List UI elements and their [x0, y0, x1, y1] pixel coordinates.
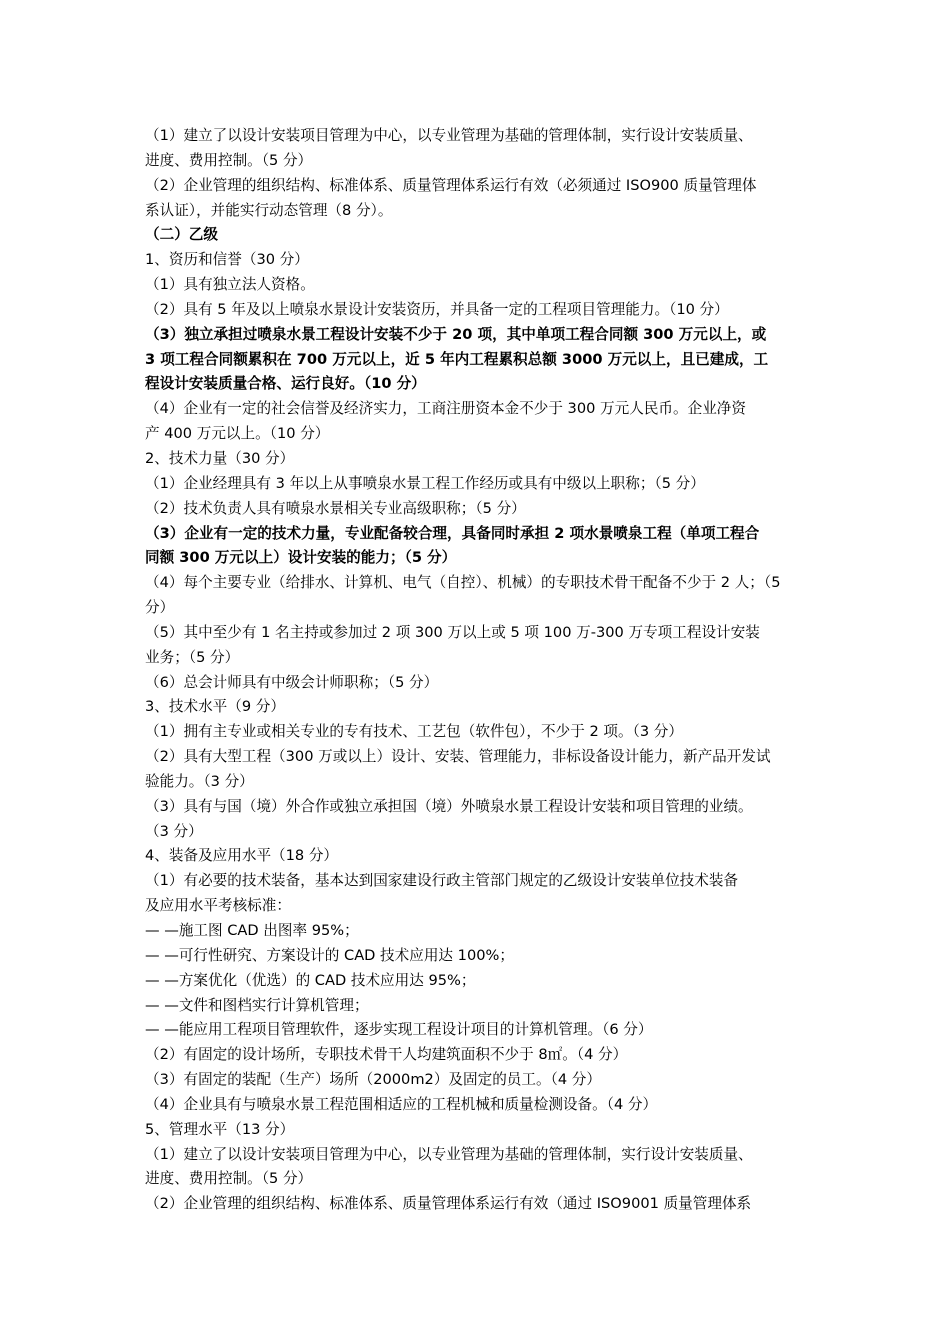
- text-line: （2）企业管理的组织结构、标准体系、质量管理体系运行有效（必须通过 ISO900 质量管理体: [145, 176, 757, 194]
- text-line: 系认证），并能实行动态管理（8 分）。: [145, 201, 393, 219]
- text-line: （1）企业经理具有 3 年以上从事喷泉水景工程工作经历或具有中级以上职称；（5 分）: [145, 474, 705, 492]
- text-line: （1）建立了以设计安装项目管理为中心，以专业管理为基础的管理体制，实行设计安装质量、: [145, 1145, 753, 1163]
- text-line: 程设计安装质量合格、运行良好。（10 分）: [145, 375, 426, 393]
- text-line: 及应用水平考核标准：: [145, 897, 291, 915]
- text-line: （5）其中至少有 1 名主持或参加过 2 项 300 万以上或 5 项 100 万-300 万专项工程设计安装: [145, 623, 760, 641]
- text-line: — —文件和图档实行计算机管理；: [145, 996, 369, 1014]
- text-line: 进度、费用控制。（5 分）: [145, 1170, 313, 1188]
- text-line: （4）企业具有与喷泉水景工程范围相适应的工程机械和质量检测设备。（4 分）: [145, 1095, 658, 1113]
- text-line: — —施工图 CAD 出图率 95%；: [145, 922, 359, 939]
- text-line: （2）企业管理的组织结构、标准体系、质量管理体系运行有效（通过 ISO9001 质量管理体系: [145, 1195, 752, 1213]
- text-line: 进度、费用控制。（5 分）: [145, 151, 313, 169]
- text-line: 业务；（5 分）: [145, 648, 240, 666]
- text-line: 同额 300 万元以上）设计安装的能力；（5 分）: [145, 549, 457, 567]
- text-line: （1）建立了以设计安装项目管理为中心，以专业管理为基础的管理体制，实行设计安装质量、: [145, 127, 753, 144]
- text-line: （6）总会计师具有中级会计师职称；（5 分）: [145, 673, 439, 691]
- text-line: （4）企业有一定的社会信誉及经济实力，工商注册资本金不少于 300 万元人民币。企业净资: [145, 400, 746, 418]
- text-line: 验能力。（3 分）: [145, 772, 254, 790]
- text-line: 1、资历和信誉（30 分）: [145, 251, 309, 269]
- text-line: 3 项工程合同额累积在 700 万元以上，近 5 年内工程累积总额 3000 万元以上，且已建成，工: [145, 350, 769, 368]
- text-line: — —可行性研究、方案设计的 CAD 技术应用达 100%；: [145, 946, 514, 964]
- text-line: — —能应用工程项目管理软件，逐步实现工程设计项目的计算机管理。（6 分）: [145, 1021, 653, 1039]
- text-line: （二）乙级: [145, 226, 218, 244]
- text-line: 分）: [145, 599, 175, 617]
- text-line: （3）企业有一定的技术力量，专业配备较合理，具备同时承担 2 项水景喷泉工程（单项工程合: [145, 524, 760, 542]
- text-line: （2）具有大型工程（300 万或以上）设计、安装、管理能力，非标设备设计能力，新产品开发试: [145, 748, 771, 766]
- text-line: （3）有固定的装配（生产）场所（2000m2）及固定的员工。（4 分）: [145, 1071, 601, 1089]
- text-line: （4）每个主要专业（给排水、计算机、电气（自控）、机械）的专职技术骨干配备不少于 2 人；（5: [145, 574, 781, 592]
- text-line: （3 分）: [145, 822, 203, 840]
- text-line: （1）有必要的技术装备，基本达到国家建设行政主管部门规定的乙级设计安装单位技术装备: [145, 872, 739, 890]
- document-body: [145, 124, 811, 1217]
- text-line: （1）拥有主专业或相关专业的专有技术、工艺包（软件包），不少于 2 项。（3 分）: [145, 723, 683, 741]
- text-line: （2）技术负责人具有喷泉水景相关专业高级职称；（5 分）: [145, 499, 526, 517]
- text-line: 5、管理水平（13 分）: [145, 1120, 295, 1138]
- text-line: 产 400 万元以上。（10 分）: [145, 425, 330, 443]
- text-line: （2）具有 5 年及以上喷泉水景设计安装资历，并具备一定的工程项目管理能力。（10 分）: [145, 300, 729, 318]
- text-line: （3）独立承担过喷泉水景工程设计安装不少于 20 项，其中单项工程合同额 300 万元以上，或: [145, 325, 767, 343]
- text-line: （1）具有独立法人资格。: [145, 276, 315, 294]
- text-line: — —方案优化（优选）的 CAD 技术应用达 95%；: [145, 971, 476, 989]
- text-line: 2、技术力量（30 分）: [145, 449, 295, 467]
- text-line: （3）具有与国（境）外合作或独立承担国（境）外喷泉水景工程设计安装和项目管理的业绩。: [145, 797, 753, 815]
- text-line: （2）有固定的设计场所，专职技术骨干人均建筑面积不少于 8㎡。（4 分）: [145, 1046, 628, 1064]
- text-line: 3、技术水平（9 分）: [145, 698, 285, 716]
- text-line: 4、装备及应用水平（18 分）: [145, 847, 339, 865]
